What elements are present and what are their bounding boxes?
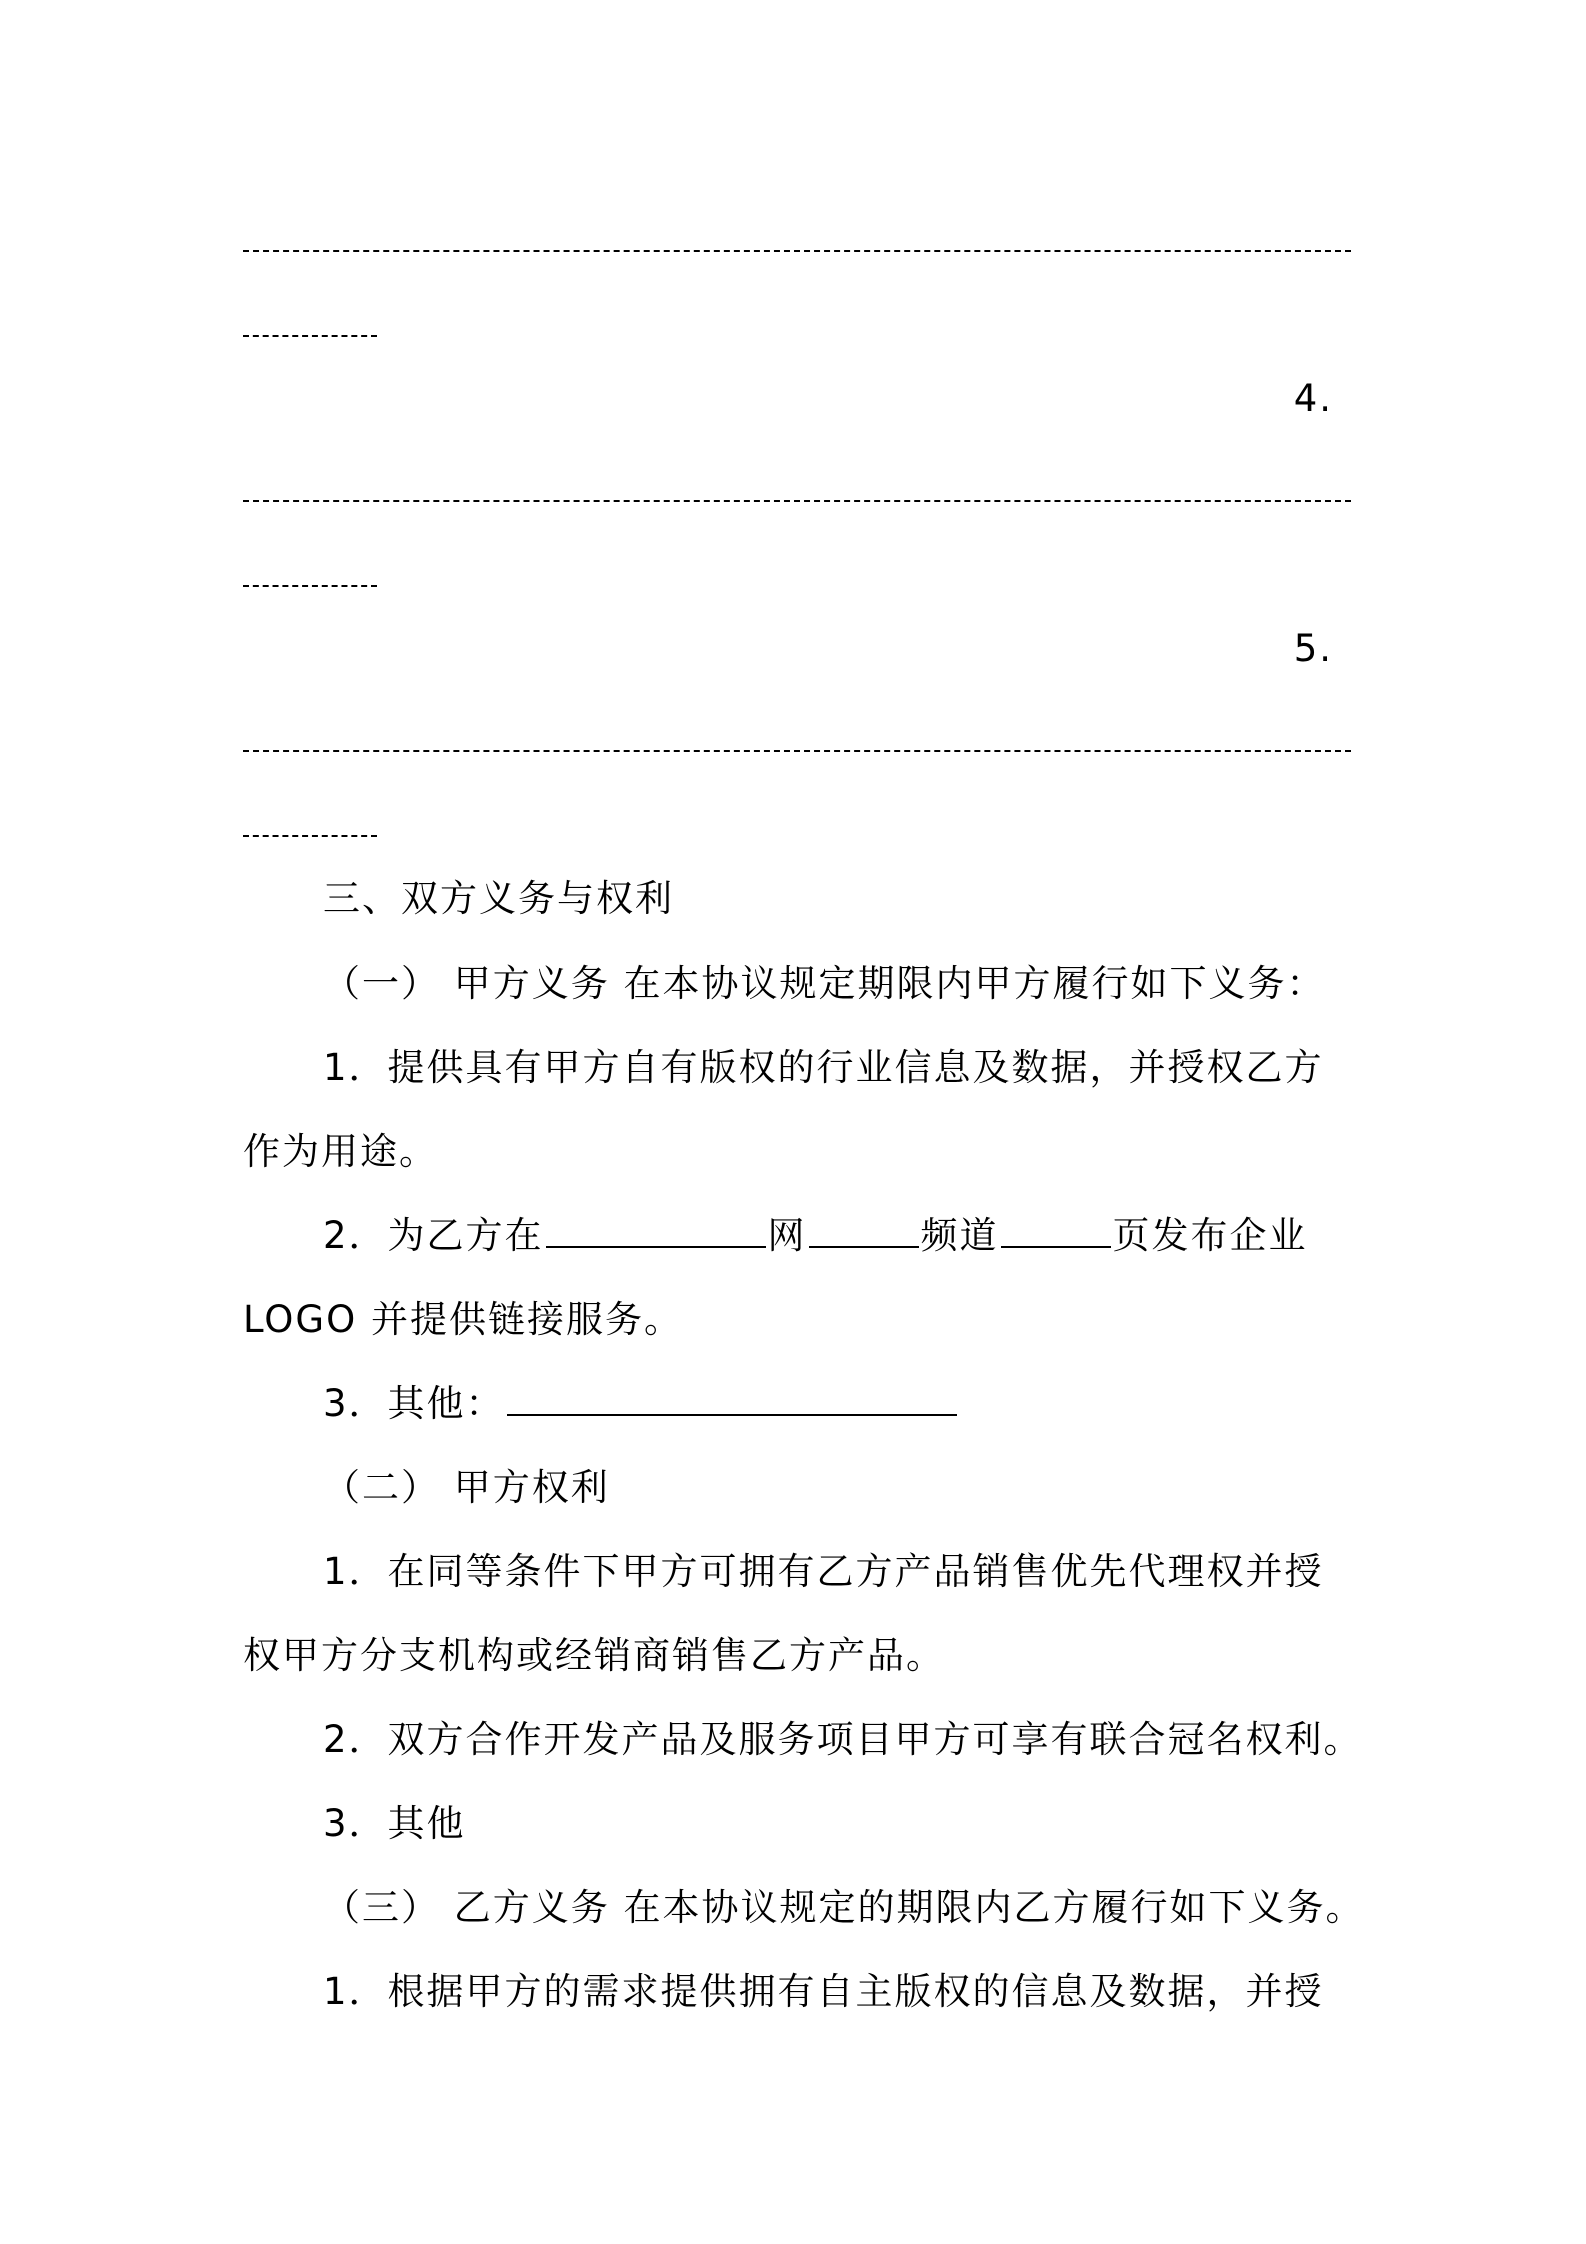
blank-field-site[interactable] [546, 1216, 766, 1248]
text-segment: 页发布企业 [1112, 1214, 1308, 1257]
blank-line[interactable] [243, 835, 377, 837]
paragraph-line: 3．其他 [323, 1802, 466, 1845]
paragraph-line: 作为用途。 [243, 1130, 438, 1173]
subsection-heading: （一） 甲方义务 在本协议规定期限内甲方履行如下义务： [323, 962, 1326, 1005]
paragraph-line: LOGO 并提供链接服务。 [243, 1298, 683, 1341]
blank-line[interactable] [243, 585, 377, 587]
paragraph-line: 1．在同等条件下甲方可拥有乙方产品销售优先代理权并授 [323, 1550, 1324, 1593]
text-segment: 网 [767, 1214, 807, 1257]
text-segment: 3．其他： [323, 1382, 505, 1425]
item-number: 5. [1293, 627, 1333, 670]
blank-field-other[interactable] [507, 1384, 957, 1416]
section-heading: 三、双方义务与权利 [323, 877, 674, 920]
subsection-heading: （二） 甲方权利 [323, 1466, 610, 1509]
blank-line[interactable] [243, 500, 1351, 502]
text-segment: 2．为乙方在 [323, 1214, 544, 1257]
blank-field-channel[interactable] [809, 1216, 919, 1248]
paragraph-line: 权甲方分支机构或经销商销售乙方产品。 [243, 1634, 945, 1677]
blank-line[interactable] [243, 335, 377, 337]
paragraph-line: 1．根据甲方的需求提供拥有自主版权的信息及数据，并授 [323, 1970, 1324, 2013]
paragraph-line: 2．双方合作开发产品及服务项目甲方可享有联合冠名权利。 [323, 1718, 1363, 1761]
subsection-heading: （三） 乙方义务 在本协议规定的期限内乙方履行如下义务。 [323, 1886, 1365, 1929]
paragraph-line-with-blanks [323, 1211, 1308, 1261]
blank-line[interactable] [243, 250, 1351, 252]
item-number: 4. [1293, 377, 1333, 420]
blank-line[interactable] [243, 750, 1351, 752]
paragraph-line-with-blank [323, 1379, 959, 1429]
text-segment: 频道 [920, 1214, 999, 1257]
paragraph-line: 1．提供具有甲方自有版权的行业信息及数据，并授权乙方 [323, 1046, 1324, 1089]
blank-field-page[interactable] [1001, 1216, 1111, 1248]
